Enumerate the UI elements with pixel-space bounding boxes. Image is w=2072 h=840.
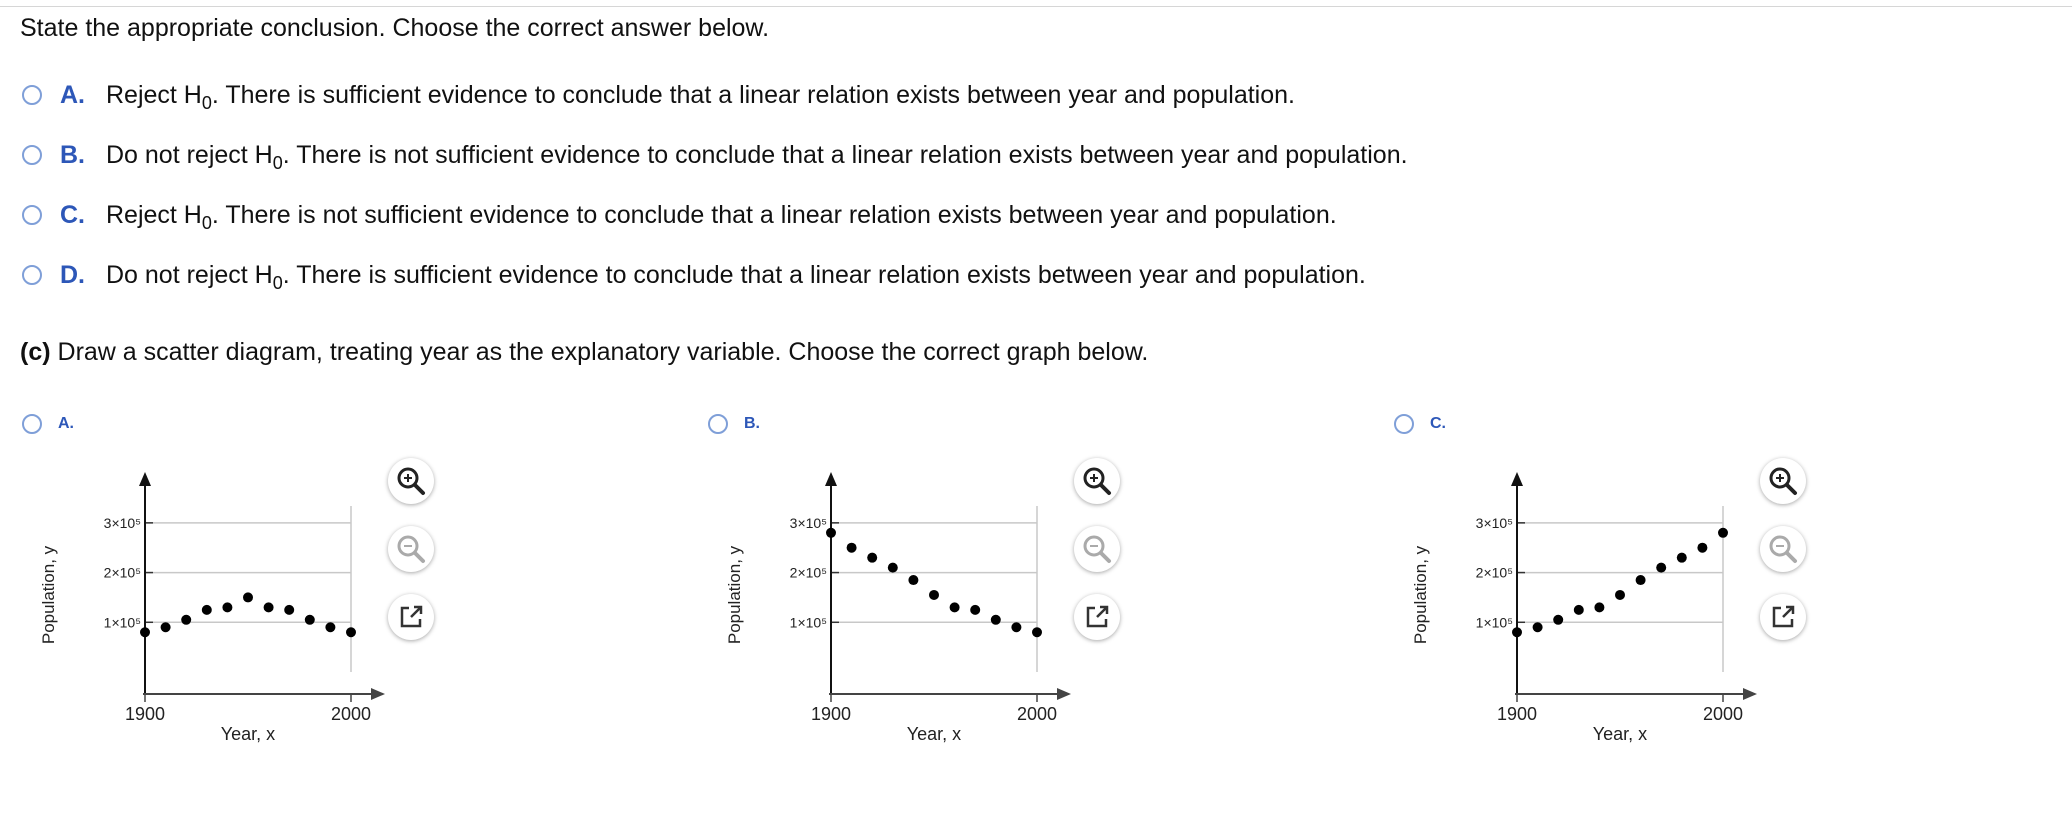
y-tick-label: 1×10⁵	[789, 614, 827, 631]
x-tick-label: 1900	[810, 704, 852, 724]
x-tick-label: 1900	[124, 704, 166, 724]
option-letter: A.	[60, 80, 85, 109]
popout-button[interactable]	[1074, 594, 1120, 640]
option-letter: B.	[744, 415, 760, 432]
y-axis-label: Population, y	[725, 545, 744, 645]
data-point	[1032, 627, 1042, 637]
data-point	[243, 592, 253, 602]
data-point	[1718, 528, 1728, 538]
answer-option-c[interactable]	[22, 198, 1337, 232]
y-tick-label: 2×10⁵	[103, 564, 141, 581]
zoom-in-button[interactable]	[388, 458, 434, 504]
data-point	[1533, 622, 1543, 632]
data-point	[847, 543, 857, 553]
data-point	[1553, 615, 1563, 625]
zoom-in-icon	[1080, 464, 1114, 498]
x-tick-label: 2000	[1016, 704, 1058, 724]
data-point	[908, 575, 918, 585]
data-point	[826, 528, 836, 538]
y-tick-label: 3×10⁵	[103, 514, 141, 531]
zoom-in-icon	[394, 464, 428, 498]
zoom-out-button[interactable]	[388, 526, 434, 572]
x-axis-label: Year, x	[220, 724, 276, 744]
y-tick-label: 3×10⁵	[789, 514, 827, 531]
zoom-in-button[interactable]	[1074, 458, 1120, 504]
data-point	[284, 605, 294, 615]
y-tick-label: 3×10⁵	[1475, 514, 1513, 531]
y-axis-label: Population, y	[39, 545, 58, 645]
zoom-out-button[interactable]	[1074, 526, 1120, 572]
data-point	[325, 622, 335, 632]
y-tick-label: 1×10⁵	[103, 614, 141, 631]
option-letter: B.	[60, 140, 85, 169]
answer-option-d[interactable]	[22, 258, 1366, 292]
x-tick-label: 2000	[330, 704, 372, 724]
y-axis-arrow	[139, 472, 151, 486]
data-point	[1656, 563, 1666, 573]
option-text	[106, 140, 1408, 173]
x-tick-label: 2000	[1702, 704, 1744, 724]
part-c-prompt	[20, 338, 1148, 367]
question-prompt: State the appropriate conclusion. Choose the correct answer below.	[20, 14, 770, 42]
zoom-out-icon	[1766, 532, 1800, 566]
popout-icon	[396, 602, 426, 632]
part-c-text: Draw a scatter diagram, treating year as the explanatory variable. Choose the correct graph below.	[50, 338, 1149, 366]
x-axis-arrow	[1057, 688, 1071, 700]
answer-option-a[interactable]	[22, 78, 1295, 112]
option-text-post: . There is not sufficient evidence to conclude that a linear relation exists between year and population.	[211, 200, 1337, 229]
x-axis-arrow	[371, 688, 385, 700]
scatter-chart	[1392, 410, 1812, 790]
graph-option-a	[20, 410, 580, 790]
data-point	[161, 622, 171, 632]
y-axis-arrow	[825, 472, 837, 486]
data-point	[264, 602, 274, 612]
graph-option-c	[1392, 410, 1952, 790]
x-tick-label: 1900	[1496, 704, 1538, 724]
data-point	[1574, 605, 1584, 615]
data-point	[970, 605, 980, 615]
popout-icon	[1082, 602, 1112, 632]
option-letter: C.	[60, 200, 85, 229]
option-text-post: . There is sufficient evidence to conclude that a linear relation exists between year and population.	[211, 80, 1295, 109]
option-subscript: 0	[201, 92, 212, 113]
y-tick-label: 2×10⁵	[1475, 564, 1513, 581]
data-point	[346, 627, 356, 637]
data-point	[1615, 590, 1625, 600]
data-point	[1594, 602, 1604, 612]
option-text-pre: Do not reject H	[106, 260, 273, 289]
data-point	[991, 615, 1001, 625]
zoom-out-icon	[394, 532, 428, 566]
option-subscript: 0	[272, 272, 283, 293]
option-letter: D.	[60, 260, 85, 289]
y-tick-label: 2×10⁵	[789, 564, 827, 581]
radio-button[interactable]	[22, 265, 42, 285]
data-point	[929, 590, 939, 600]
y-tick-label: 1×10⁵	[1475, 614, 1513, 631]
answer-option-b[interactable]	[22, 138, 1408, 172]
data-point	[1636, 575, 1646, 585]
data-point	[1697, 543, 1707, 553]
radio-button[interactable]	[22, 205, 42, 225]
data-point	[1677, 553, 1687, 563]
zoom-out-button[interactable]	[1760, 526, 1806, 572]
option-text-pre: Reject H	[106, 80, 202, 109]
radio-button[interactable]	[22, 145, 42, 165]
data-point	[222, 602, 232, 612]
data-point	[181, 615, 191, 625]
radio-button[interactable]	[22, 85, 42, 105]
data-point	[1011, 622, 1021, 632]
data-point	[888, 563, 898, 573]
option-subscript: 0	[201, 212, 212, 233]
option-text-post: . There is sufficient evidence to conclude that a linear relation exists between year and population.	[282, 260, 1366, 289]
data-point	[140, 627, 150, 637]
zoom-in-icon	[1766, 464, 1800, 498]
zoom-in-button[interactable]	[1760, 458, 1806, 504]
y-axis-label: Population, y	[1411, 545, 1430, 645]
x-axis-arrow	[1743, 688, 1757, 700]
data-point	[202, 605, 212, 615]
data-point	[305, 615, 315, 625]
option-text-pre: Reject H	[106, 200, 202, 229]
option-subscript: 0	[272, 152, 283, 173]
x-axis-label: Year, x	[1592, 724, 1648, 744]
data-point	[1512, 627, 1522, 637]
x-axis-label: Year, x	[906, 724, 962, 744]
popout-icon	[1768, 602, 1798, 632]
option-text-pre: Do not reject H	[106, 140, 273, 169]
scatter-chart	[706, 410, 1126, 790]
option-letter: C.	[1430, 415, 1446, 432]
graph-option-b	[706, 410, 1266, 790]
part-c-label: (c)	[20, 338, 51, 366]
option-text	[106, 80, 1295, 113]
option-text-post: . There is not sufficient evidence to conclude that a linear relation exists between year and population.	[282, 140, 1408, 169]
scatter-chart	[20, 410, 440, 790]
data-point	[867, 553, 877, 563]
popout-button[interactable]	[1760, 594, 1806, 640]
option-letter: A.	[58, 415, 74, 432]
option-text	[106, 260, 1366, 293]
zoom-out-icon	[1080, 532, 1114, 566]
popout-button[interactable]	[388, 594, 434, 640]
option-text	[106, 200, 1337, 233]
top-divider	[0, 6, 2072, 7]
data-point	[950, 602, 960, 612]
y-axis-arrow	[1511, 472, 1523, 486]
